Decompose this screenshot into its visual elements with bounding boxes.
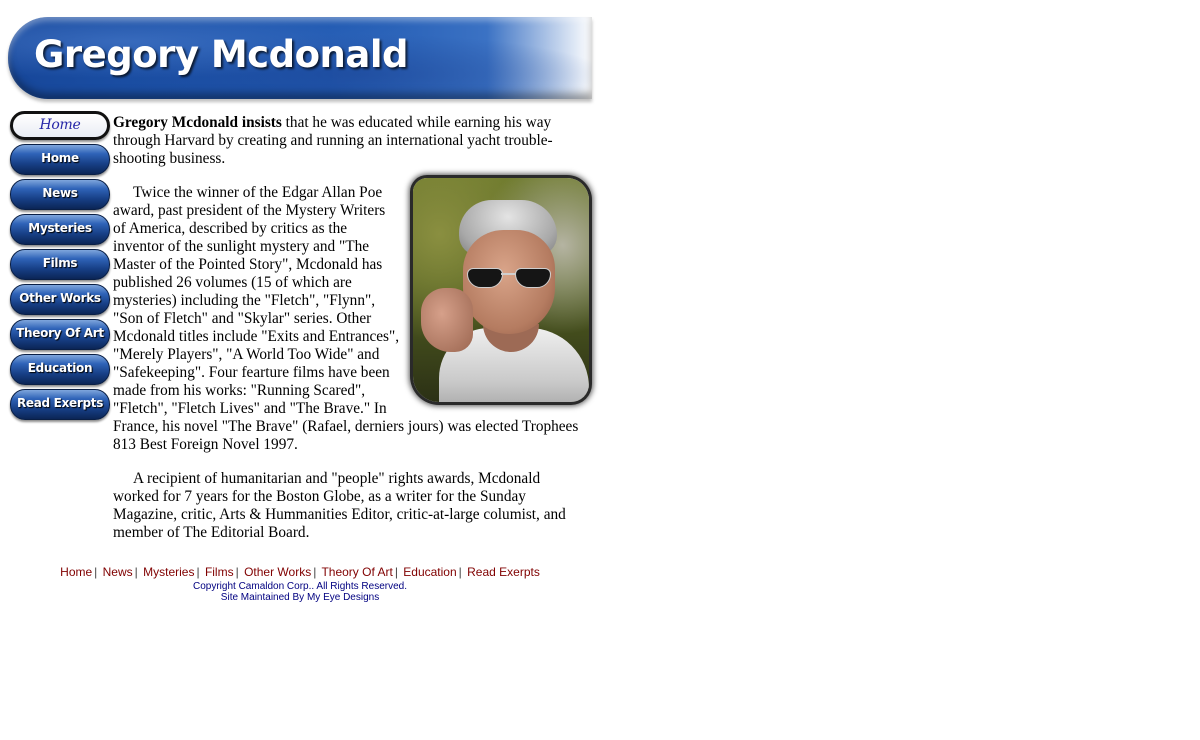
footer-link-films[interactable]: Films <box>204 565 234 579</box>
intro-bold-text: Gregory Mcdonald insists <box>113 114 282 131</box>
nav-button-mysteries[interactable]: Mysteries <box>10 214 110 245</box>
sunglasses-icon <box>467 268 553 286</box>
footer-link-home[interactable]: Home <box>60 565 93 579</box>
sidebar-nav <box>10 111 110 424</box>
nav-button-home[interactable]: Home <box>10 144 110 175</box>
banner-title: Gregory Mcdonald <box>34 33 408 76</box>
intro-text: that he was educated while earning his way through Harvard by creating and running an international yacht trouble-shooting business. <box>113 114 553 167</box>
paragraph-career: A recipient of humanitarian and "people" rights awards, Mcdonald worked for 7 years for the Boston Globe, as a writer for the Sunday Magazine, critic, Arts & Hummanities Editor, critic-at-large columist, and member of The Editorial Board. <box>113 470 566 541</box>
site-banner <box>8 17 592 99</box>
photo-hand <box>421 288 473 352</box>
nav-button-read-exerpts[interactable]: Read Exerpts <box>10 389 110 420</box>
footer-link-news[interactable]: News <box>102 565 133 579</box>
footer-link-education[interactable]: Education <box>403 565 457 579</box>
maintained-by-link[interactable]: Site Maintained By My Eye Designs <box>220 592 380 603</box>
paragraph-awards: Twice the winner of the Edgar Allan Poe award, past president of the Mystery Writers of America, described by critics as the inventor of the sunlight mystery and "The Master of the Pointed Story", Mcdonald has published 26 volumes (15 of which are mysteries) including the "Fletch", "Flynn", "Son of Fletch" and "Skylar" series. Other Mcdonald titles include "Exits and Entrances", "Merely Players", "A World Too Wide" and "Safekeeping". Four fearture films have been made from his works: "Running Scared", "Fletch", "Fletch Lives" and "The Brave." In France, his novel "The Brave" (Rafael, derniers jours) was elected Trophees 813 Best Foreign Novel 1997. <box>113 184 579 453</box>
nav-button-education[interactable]: Education <box>10 354 110 385</box>
paragraph-intro <box>113 114 589 168</box>
footer-links: Home | News | Mysteries | Films | Other Works | Theory Of Art | Education | Read Exerpts <box>60 565 540 579</box>
nav-button-films[interactable]: Films <box>10 249 110 280</box>
footer-link-mysteries[interactable]: Mysteries <box>143 565 195 579</box>
footer-link-theory-of-art[interactable]: Theory Of Art <box>321 565 393 579</box>
nav-current-page-home[interactable]: Home <box>10 111 110 140</box>
copyright-text: Copyright Camaldon Corp.. All Rights Reserved. <box>193 581 407 592</box>
nav-button-news[interactable]: News <box>10 179 110 210</box>
footer-link-read-exerpts[interactable]: Read Exerpts <box>467 565 540 579</box>
main-content <box>113 114 589 558</box>
nav-button-other-works[interactable]: Other Works <box>10 284 110 315</box>
footer-link-other-works[interactable]: Other Works <box>244 565 312 579</box>
photo-frame <box>413 178 589 402</box>
nav-button-theory-of-art[interactable]: Theory Of Art <box>10 319 110 350</box>
author-photo <box>409 174 593 406</box>
